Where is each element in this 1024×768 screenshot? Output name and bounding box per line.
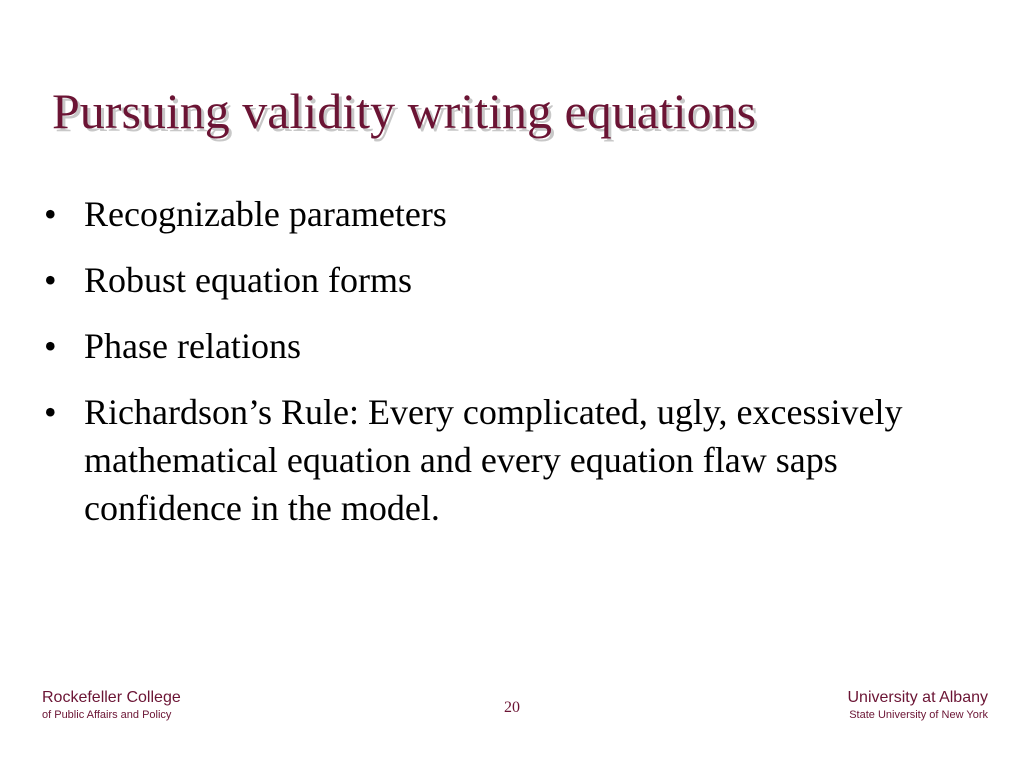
bullet-item — [44, 388, 964, 532]
page-number: 20 — [504, 699, 520, 716]
footer-institution-right — [847, 688, 988, 722]
bullet-text: Recognizable parameters — [84, 194, 447, 234]
bullet-icon: • — [44, 194, 57, 234]
bullet-icon: • — [44, 326, 57, 366]
bullet-item — [44, 190, 964, 238]
bullet-list — [44, 190, 964, 550]
college-subtitle: of Public Affairs and Policy — [42, 709, 172, 721]
bullet-item — [44, 322, 964, 370]
university-name: University at Albany — [847, 689, 988, 706]
bullet-item — [44, 256, 964, 304]
slide-title: Pursuing validity writing equations — [52, 83, 757, 139]
university-subtitle: State University of New York — [849, 709, 988, 721]
bullet-icon: • — [44, 392, 57, 432]
bullet-text: Robust equation forms — [84, 260, 412, 300]
college-name: Rockefeller College — [42, 689, 181, 706]
bullet-text: Richardson’s Rule: Every complicated, ugly, excessively mathematical equation and every equation flaw saps confidence in the model. — [84, 392, 903, 528]
bullet-icon: • — [44, 260, 57, 300]
bullet-text: Phase relations — [84, 326, 301, 366]
